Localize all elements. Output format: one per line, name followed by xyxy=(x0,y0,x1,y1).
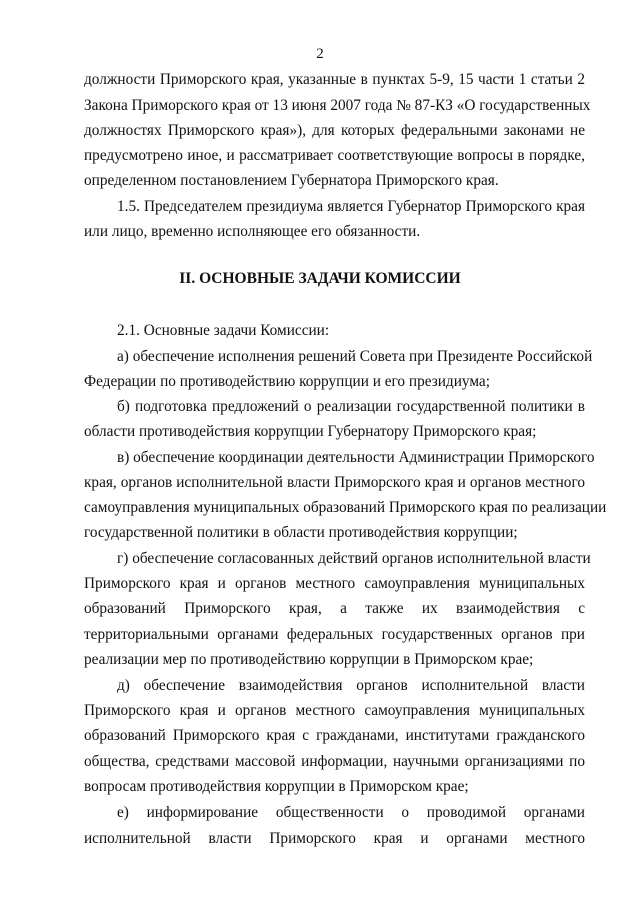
text-line: реализации мер по противодействию коррупции в Приморском крае; xyxy=(84,651,534,668)
page-number: 2 xyxy=(316,46,324,62)
text-line: общества, средствами массовой информации, научными организациями по xyxy=(84,753,585,770)
text-line: образований Приморского края, а также их взаимодействия с xyxy=(84,600,585,617)
text-line: д) обеспечение взаимодействия органов исполнительной власти xyxy=(117,677,585,694)
text-line: определенном постановлением Губернатора Приморского края. xyxy=(84,172,499,189)
text-line: государственной политики в области противодействия коррупции; xyxy=(84,524,518,541)
text-line: б) подготовка предложений о реализации государственной политики в xyxy=(117,398,585,415)
text-line: вопросам противодействия коррупции в Приморском крае; xyxy=(84,778,469,795)
text-line: а) обеспечение исполнения решений Совета при Президенте Российской xyxy=(117,348,593,365)
text-line: е) информирование общественности о проводимой органами xyxy=(117,804,585,821)
section-heading: II. ОСНОВНЫЕ ЗАДАЧИ КОМИССИИ xyxy=(179,270,461,287)
text-line: 1.5. Председателем президиума является Губернатор Приморского края xyxy=(117,198,585,215)
text-line: или лицо, временно исполняющее его обязанности. xyxy=(84,223,421,240)
text-line: Закона Приморского края от 13 июня 2007 года № 87-КЗ «О государственных xyxy=(84,97,591,114)
text-line: предусмотрено иное, и рассматривает соответствующие вопросы в порядке, xyxy=(84,147,585,164)
text-line: в) обеспечение координации деятельности Администрации Приморского xyxy=(117,449,595,466)
text-line: исполнительной власти Приморского края и органами местного xyxy=(84,830,585,847)
text-line: образований Приморского края с гражданами, институтами гражданского xyxy=(84,727,585,744)
text-line: Приморского края и органов местного самоуправления муниципальных xyxy=(84,702,585,719)
text-line: должности Приморского края, указанные в пунктах 5-9, 15 части 1 статьи 2 xyxy=(84,71,585,88)
text-line: г) обеспечение согласованных действий органов исполнительной власти xyxy=(117,550,591,567)
text-line: территориальными органами федеральных государственных органов при xyxy=(84,626,585,643)
text-line: 2.1. Основные задачи Комиссии: xyxy=(117,322,330,339)
text-line: самоуправления муниципальных образований Приморского края по реализации xyxy=(84,499,607,516)
text-line: Федерации по противодействию коррупции и его президиума; xyxy=(84,373,490,390)
text-line: края, органов исполнительной власти Приморского края и органов местного xyxy=(84,474,585,491)
text-line: Приморского края и органов местного самоуправления муниципальных xyxy=(84,575,585,592)
text-line: области противодействия коррупции Губернатору Приморского края; xyxy=(84,423,537,440)
text-line: должностях Приморского края»), для которых федеральными законами не xyxy=(84,122,585,139)
